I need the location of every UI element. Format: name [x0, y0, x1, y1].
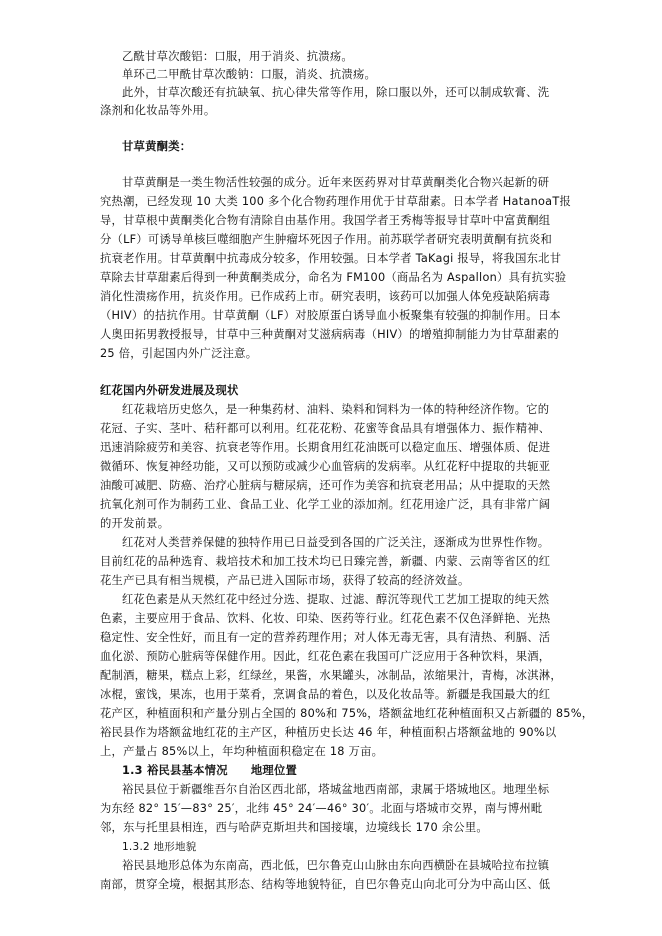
- text-line: 迅速消除疲劳和美容、抗衰老等作用。长期食用红花油既可以稳定血压、增强体质、促进: [100, 441, 551, 454]
- text-line: 配制酒，糖果，糕点上彩，红绿丝，果酱，水果罐头，冰制品，浓缩果汁，青梅，冰淇淋，: [100, 669, 562, 682]
- text-line: 乙酰甘草次酸铝：口服，用于消炎、抗溃疡。: [122, 50, 353, 63]
- text-line: 油酸可减肥、防癌、治疗心脏病与糖尿病，还可作为美容和抗衰老用品；从中提取的天然: [100, 479, 551, 492]
- text-line: 究热潮，已经发现 10 大类 100 多个化合物药理作用优于甘草甜素。日本学者 HatanoaT报: [100, 195, 572, 208]
- section-heading-topography: 1.3.2 地形地貌: [122, 841, 197, 853]
- text-line: 此外，甘草次酸还有抗缺氧、抗心律失常等作用，除口服以外，还可以制成软膏、洗: [122, 86, 550, 99]
- text-line: 分（LF）可诱导单核巨噬细胞产生肿瘤坏死因子作用。前苏联学者研究表明黄酮有抗炎和: [100, 233, 553, 246]
- text-line: 甘草黄酮是一类生物活性较强的成分。近年来医药界对甘草黄酮类化合物兴起新的研: [122, 176, 550, 189]
- text-line: 的开发前景。: [100, 517, 170, 530]
- text-line: 微循环、恢复神经功能，又可以预防或减少心血管病的发病率。从红花籽中提取的共轭亚: [100, 460, 551, 473]
- text-line: 裕民县地形总体为东南高，西北低，巴尔鲁克山山脉由东向西横卧在县城哈拉布拉镇: [122, 859, 550, 872]
- text-line: 色素，主要应用于食品、饮料、化妆、印染、医药等行业。红花色素不仅色泽鲜艳、光热: [100, 612, 551, 625]
- text-line: 红花对人类营养保健的独特作用已日益受到各国的广泛关注，逐渐成为世界性作物。: [122, 536, 550, 549]
- text-line: 裕民县作为塔额盆地红花的主产区，种植历史长达 46 年，种植面积占塔额盆地的 90%以: [100, 726, 557, 739]
- text-line: 人奥田拓男教授报导，甘草中三种黄酮对艾滋病病毒（HIV）的增殖抑制能力为甘草甜素的: [100, 328, 560, 341]
- text-line: 花产区，种植面积和产量分别占全国的 80%和 75%，塔额盆地红花种植面积又占新疆的 85%，: [100, 707, 594, 720]
- text-line: 南部，贯穿全境，根据其形态、结构等地貌特征，自巴尔鲁克山向北可分为中高山区、低: [100, 878, 551, 891]
- text-line: 裕民县位于新疆维吾尔自治区西北部，塔城盆地西南部，隶属于塔城地区。地理坐标: [122, 783, 550, 796]
- text-line: 目前红花的品种选育、栽培技术和加工技术均已日臻完善，新疆、内蒙、云南等省区的红: [100, 555, 551, 568]
- text-line: 花冠、子实、茎叶、秸秆都可以利用。红花花粉、花蜜等食品具有增强体力、振作精神、: [100, 422, 551, 435]
- section-heading-yumin-county: 1.3 裕民县基本情况 地理位置: [122, 764, 298, 777]
- text-line: 导，甘草根中黄酮类化合物有清除自由基作用。我国学者王秀梅等报导甘草叶中富黄酮组: [100, 214, 551, 227]
- section-heading-licorice-flavonoids: 甘草黄酮类：: [122, 140, 192, 153]
- text-line: 冰棍，蜜饯，果冻，也用于菜肴，烹调食品的着色，以及化妆品等。新疆是我国最大的红: [100, 688, 551, 701]
- section-heading-safflower: 红花国内外研发进展及现状: [100, 384, 239, 397]
- text-line: 血化淤、预防心脏病等保健作用。因此，红花色素在我国可广泛应用于各种饮料，果酒，: [100, 650, 551, 663]
- text-line: 涤剂和化妆品等外用。: [100, 104, 216, 117]
- text-line: 单环己二甲酰甘草次酸钠：口服，消炎、抗溃疡。: [122, 68, 377, 81]
- text-line: 上，产量占 85%以上，年均种植面积稳定在 18 万亩。: [100, 745, 384, 758]
- text-line: 抗衰老作用。甘草黄酮中抗毒成分较多，作用较强。日本学者 TaKagi 报导，将我国东北甘: [100, 252, 562, 265]
- text-line: 草除去甘草甜素后得到一种黄酮类成分，命名为 FM100（商品名为 Aspallon）具有抗实验: [100, 271, 567, 284]
- text-line: 为东经 82° 15′—83° 25′，北纬 45° 24′—46° 30′。北面与塔城市交界，南与博州毗: [100, 802, 543, 815]
- text-line: 红花栽培历史悠久，是一种集药材、油料、染料和饲料为一体的特种经济作物。它的: [122, 403, 550, 416]
- text-line: （HIV）的拮抗作用。甘草黄酮（LF）对胶原蛋白诱导血小板聚集有较强的抑制作用。日本: [100, 309, 561, 322]
- text-line: 25 倍，引起国内外广泛注意。: [100, 347, 258, 360]
- text-line: 花生产已具有相当规模，产品已进入国际市场，获得了较高的经济效益。: [100, 574, 470, 587]
- text-line: 红花色素是从天然红花中经过分选、提取、过滤、醇沉等现代工艺加工提取的纯天然: [122, 593, 550, 606]
- text-line: 邻，东与托里县相连，西与哈萨克斯坦共和国接壤，边境线长 170 余公里。: [100, 821, 488, 834]
- text-line: 稳定性、安全性好，而且有一定的营养药理作用；对人体无毒无害，具有清热、利膈、活: [100, 631, 551, 644]
- text-line: 抗氧化剂可作为制药工业、食品工业、化学工业的添加剂。红花用途广泛，具有非常广阔: [100, 498, 551, 511]
- text-line: 消化性溃疡作用，抗炎作用。已作成药上市。研究表明，该药可以加强人体免疫缺陷病毒: [100, 290, 551, 303]
